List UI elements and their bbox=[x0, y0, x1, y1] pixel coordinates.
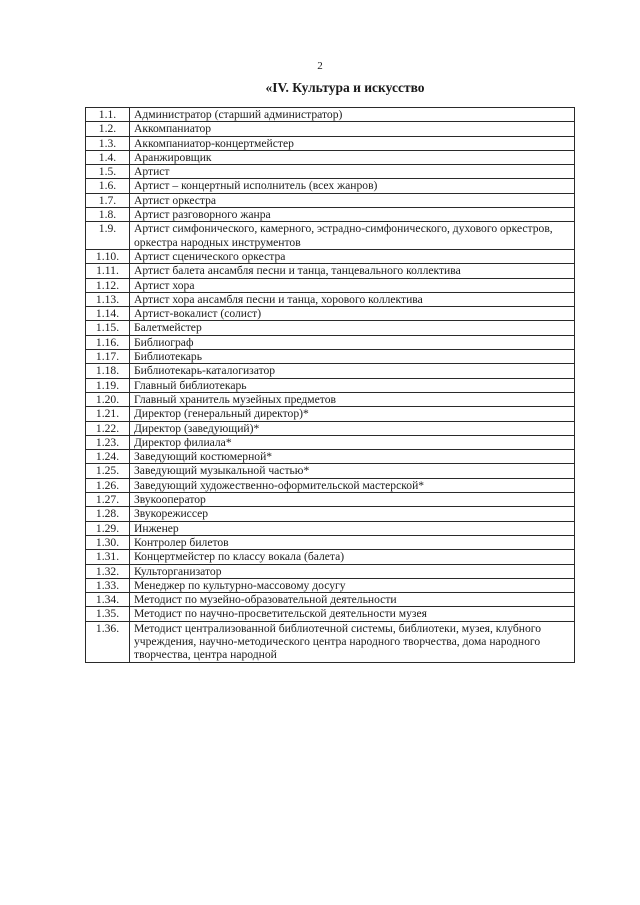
row-number-cell: 1.34. bbox=[86, 593, 130, 607]
position-name-cell: Главный хранитель музейных предметов bbox=[130, 392, 575, 406]
position-name-cell: Артист – концертный исполнитель (всех жанров) bbox=[130, 179, 575, 193]
row-number-cell: 1.4. bbox=[86, 150, 130, 164]
table-row bbox=[86, 222, 575, 250]
row-number-cell: 1.1. bbox=[86, 108, 130, 122]
row-number-cell: 1.22. bbox=[86, 421, 130, 435]
row-number-cell: 1.18. bbox=[86, 364, 130, 378]
position-name-cell: Главный библиотекарь bbox=[130, 378, 575, 392]
row-number-cell: 1.20. bbox=[86, 392, 130, 406]
position-name-cell: Артист хора ансамбля песни и танца, хорового коллектива bbox=[130, 292, 575, 306]
table-row bbox=[86, 550, 575, 564]
row-number-cell: 1.2. bbox=[86, 122, 130, 136]
position-name-cell: Культорганизатор bbox=[130, 564, 575, 578]
position-name-cell: Артист разговорного жанра bbox=[130, 208, 575, 222]
position-name-cell: Звукооператор bbox=[130, 493, 575, 507]
row-number-cell: 1.27. bbox=[86, 493, 130, 507]
position-name-cell: Менеджер по культурно-массовому досугу bbox=[130, 578, 575, 592]
row-number-cell: 1.35. bbox=[86, 607, 130, 621]
position-name-cell: Директор (заведующий)* bbox=[130, 421, 575, 435]
position-name-cell: Артист-вокалист (солист) bbox=[130, 307, 575, 321]
page-number: 2 bbox=[317, 60, 323, 72]
positions-table-body bbox=[86, 108, 575, 663]
row-number-cell: 1.16. bbox=[86, 335, 130, 349]
position-name-cell: Артист оркестра bbox=[130, 193, 575, 207]
table-row bbox=[86, 136, 575, 150]
row-number-cell: 1.29. bbox=[86, 521, 130, 535]
table-row bbox=[86, 292, 575, 306]
row-number-cell: 1.13. bbox=[86, 292, 130, 306]
row-number-cell: 1.8. bbox=[86, 208, 130, 222]
table-row bbox=[86, 249, 575, 263]
position-name-cell: Заведующий художественно-оформительской мастерской* bbox=[130, 478, 575, 492]
row-number-cell: 1.28. bbox=[86, 507, 130, 521]
row-number-cell: 1.31. bbox=[86, 550, 130, 564]
table-row bbox=[86, 335, 575, 349]
table-row bbox=[86, 321, 575, 335]
table-row bbox=[86, 435, 575, 449]
row-number-cell: 1.15. bbox=[86, 321, 130, 335]
position-name-cell: Балетмейстер bbox=[130, 321, 575, 335]
position-name-cell: Директор (генеральный директор)* bbox=[130, 407, 575, 421]
row-number-cell: 1.6. bbox=[86, 179, 130, 193]
table-row bbox=[86, 535, 575, 549]
table-row bbox=[86, 421, 575, 435]
row-number-cell: 1.7. bbox=[86, 193, 130, 207]
position-name-cell: Аккомпаниатор bbox=[130, 122, 575, 136]
position-name-cell: Библиотекарь bbox=[130, 350, 575, 364]
row-number-cell: 1.19. bbox=[86, 378, 130, 392]
row-number-cell: 1.25. bbox=[86, 464, 130, 478]
position-name-cell: Аккомпаниатор-концертмейстер bbox=[130, 136, 575, 150]
row-number-cell: 1.21. bbox=[86, 407, 130, 421]
table-row bbox=[86, 607, 575, 621]
row-number-cell: 1.11. bbox=[86, 264, 130, 278]
position-name-cell: Артист bbox=[130, 165, 575, 179]
table-row bbox=[86, 278, 575, 292]
row-number-cell: 1.33. bbox=[86, 578, 130, 592]
position-name-cell: Администратор (старший администратор) bbox=[130, 108, 575, 122]
row-number-cell: 1.9. bbox=[86, 222, 130, 250]
position-name-cell: Библиотекарь-каталогизатор bbox=[130, 364, 575, 378]
position-name-cell: Концертмейстер по классу вокала (балета) bbox=[130, 550, 575, 564]
table-row bbox=[86, 364, 575, 378]
table-row bbox=[86, 307, 575, 321]
row-number-cell: 1.24. bbox=[86, 450, 130, 464]
table-row bbox=[86, 578, 575, 592]
row-number-cell: 1.23. bbox=[86, 435, 130, 449]
row-number-cell: 1.36. bbox=[86, 621, 130, 662]
positions-table bbox=[85, 107, 575, 663]
row-number-cell: 1.17. bbox=[86, 350, 130, 364]
table-row bbox=[86, 478, 575, 492]
position-name-cell: Заведующий музыкальной частью* bbox=[130, 464, 575, 478]
table-row bbox=[86, 108, 575, 122]
table-row bbox=[86, 464, 575, 478]
table-row bbox=[86, 564, 575, 578]
row-number-cell: 1.10. bbox=[86, 249, 130, 263]
table-row bbox=[86, 521, 575, 535]
position-name-cell: Артист сценического оркестра bbox=[130, 249, 575, 263]
table-row bbox=[86, 621, 575, 662]
position-name-cell: Звукорежиссер bbox=[130, 507, 575, 521]
table-row bbox=[86, 407, 575, 421]
position-name-cell: Контролер билетов bbox=[130, 535, 575, 549]
table-row bbox=[86, 507, 575, 521]
table-row bbox=[86, 208, 575, 222]
table-row bbox=[86, 493, 575, 507]
section-title: «IV. Культура и искусство bbox=[265, 80, 425, 95]
position-name-cell: Инженер bbox=[130, 521, 575, 535]
table-row bbox=[86, 450, 575, 464]
row-number-cell: 1.32. bbox=[86, 564, 130, 578]
table-row bbox=[86, 378, 575, 392]
table-row bbox=[86, 392, 575, 406]
table-row bbox=[86, 193, 575, 207]
table-row bbox=[86, 122, 575, 136]
table-row bbox=[86, 593, 575, 607]
row-number-cell: 1.12. bbox=[86, 278, 130, 292]
position-name-cell: Директор филиала* bbox=[130, 435, 575, 449]
row-number-cell: 1.30. bbox=[86, 535, 130, 549]
table-row bbox=[86, 179, 575, 193]
position-name-cell: Методист по музейно-образовательной деятельности bbox=[130, 593, 575, 607]
row-number-cell: 1.5. bbox=[86, 165, 130, 179]
table-row bbox=[86, 350, 575, 364]
row-number-cell: 1.26. bbox=[86, 478, 130, 492]
position-name-cell: Аранжировщик bbox=[130, 150, 575, 164]
position-name-cell: Артист симфонического, камерного, эстрадно-симфонического, духового оркестров, оркестра народных инструментов bbox=[130, 222, 575, 250]
table-row bbox=[86, 165, 575, 179]
row-number-cell: 1.14. bbox=[86, 307, 130, 321]
position-name-cell: Артист хора bbox=[130, 278, 575, 292]
position-name-cell: Артист балета ансамбля песни и танца, танцевального коллектива bbox=[130, 264, 575, 278]
table-row bbox=[86, 264, 575, 278]
position-name-cell: Методист по научно-просветительской деятельности музея bbox=[130, 607, 575, 621]
table-row bbox=[86, 150, 575, 164]
position-name-cell: Библиограф bbox=[130, 335, 575, 349]
position-name-cell: Методист централизованной библиотечной системы, библиотеки, музея, клубного учреждения, научно-методического центра народного творчества, дома народного творчества, центра народной bbox=[130, 621, 575, 662]
position-name-cell: Заведующий костюмерной* bbox=[130, 450, 575, 464]
row-number-cell: 1.3. bbox=[86, 136, 130, 150]
